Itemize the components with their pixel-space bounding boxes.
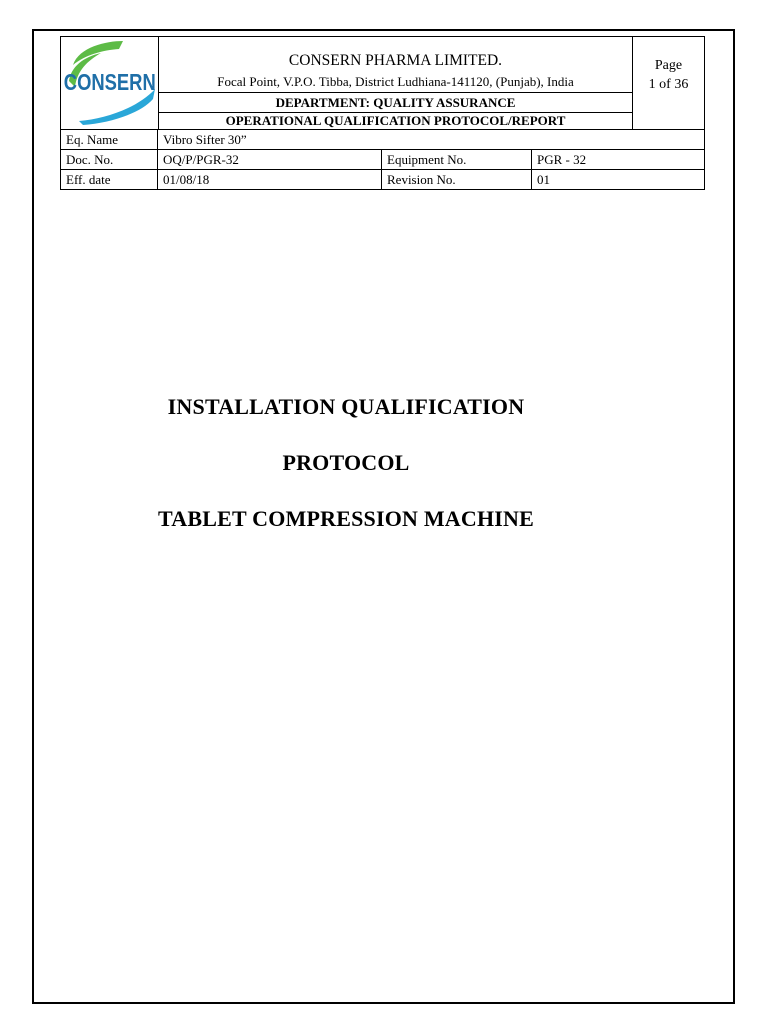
revision-no-value: 01 bbox=[532, 170, 705, 190]
equipment-no-value: PGR - 32 bbox=[532, 150, 705, 170]
table-row bbox=[61, 170, 705, 190]
eff-date-label: Eff. date bbox=[61, 170, 158, 190]
eq-name-label: Eq. Name bbox=[61, 130, 158, 150]
page-counter bbox=[632, 37, 704, 129]
doc-no-value: OQ/P/PGR-32 bbox=[158, 150, 382, 170]
eq-name-value: Vibro Sifter 30” bbox=[158, 130, 705, 150]
company-name: CONSERN PHARMA LIMITED. bbox=[288, 52, 503, 69]
department: DEPARTMENT: QUALITY ASSURANCE bbox=[158, 92, 633, 113]
title-line-2: PROTOCOL bbox=[282, 450, 410, 475]
document-header bbox=[60, 36, 705, 130]
revision-no-label: Revision No. bbox=[382, 170, 532, 190]
document-info-table bbox=[60, 129, 705, 190]
page-number: 1 of 36 bbox=[648, 77, 689, 92]
company-logo bbox=[61, 37, 159, 129]
doc-no-label: Doc. No. bbox=[61, 150, 158, 170]
title-line-1: INSTALLATION QUALIFICATION bbox=[167, 394, 525, 419]
consern-logo-icon bbox=[61, 37, 158, 129]
page-label: Page bbox=[654, 58, 683, 73]
title-line-3: TABLET COMPRESSION MACHINE bbox=[158, 506, 534, 531]
document-type: OPERATIONAL QUALIFICATION PROTOCOL/REPORT bbox=[225, 113, 566, 128]
table-row bbox=[61, 150, 705, 170]
table-row bbox=[61, 130, 705, 150]
logo-wordmark: CONSERN bbox=[63, 70, 156, 96]
company-address: Focal Point, V.P.O. Tibba, District Ludhiana-141120, (Punjab), India bbox=[217, 74, 574, 89]
equipment-no-label: Equipment No. bbox=[382, 150, 532, 170]
header-center bbox=[158, 37, 633, 129]
eff-date-value: 01/08/18 bbox=[158, 170, 382, 190]
